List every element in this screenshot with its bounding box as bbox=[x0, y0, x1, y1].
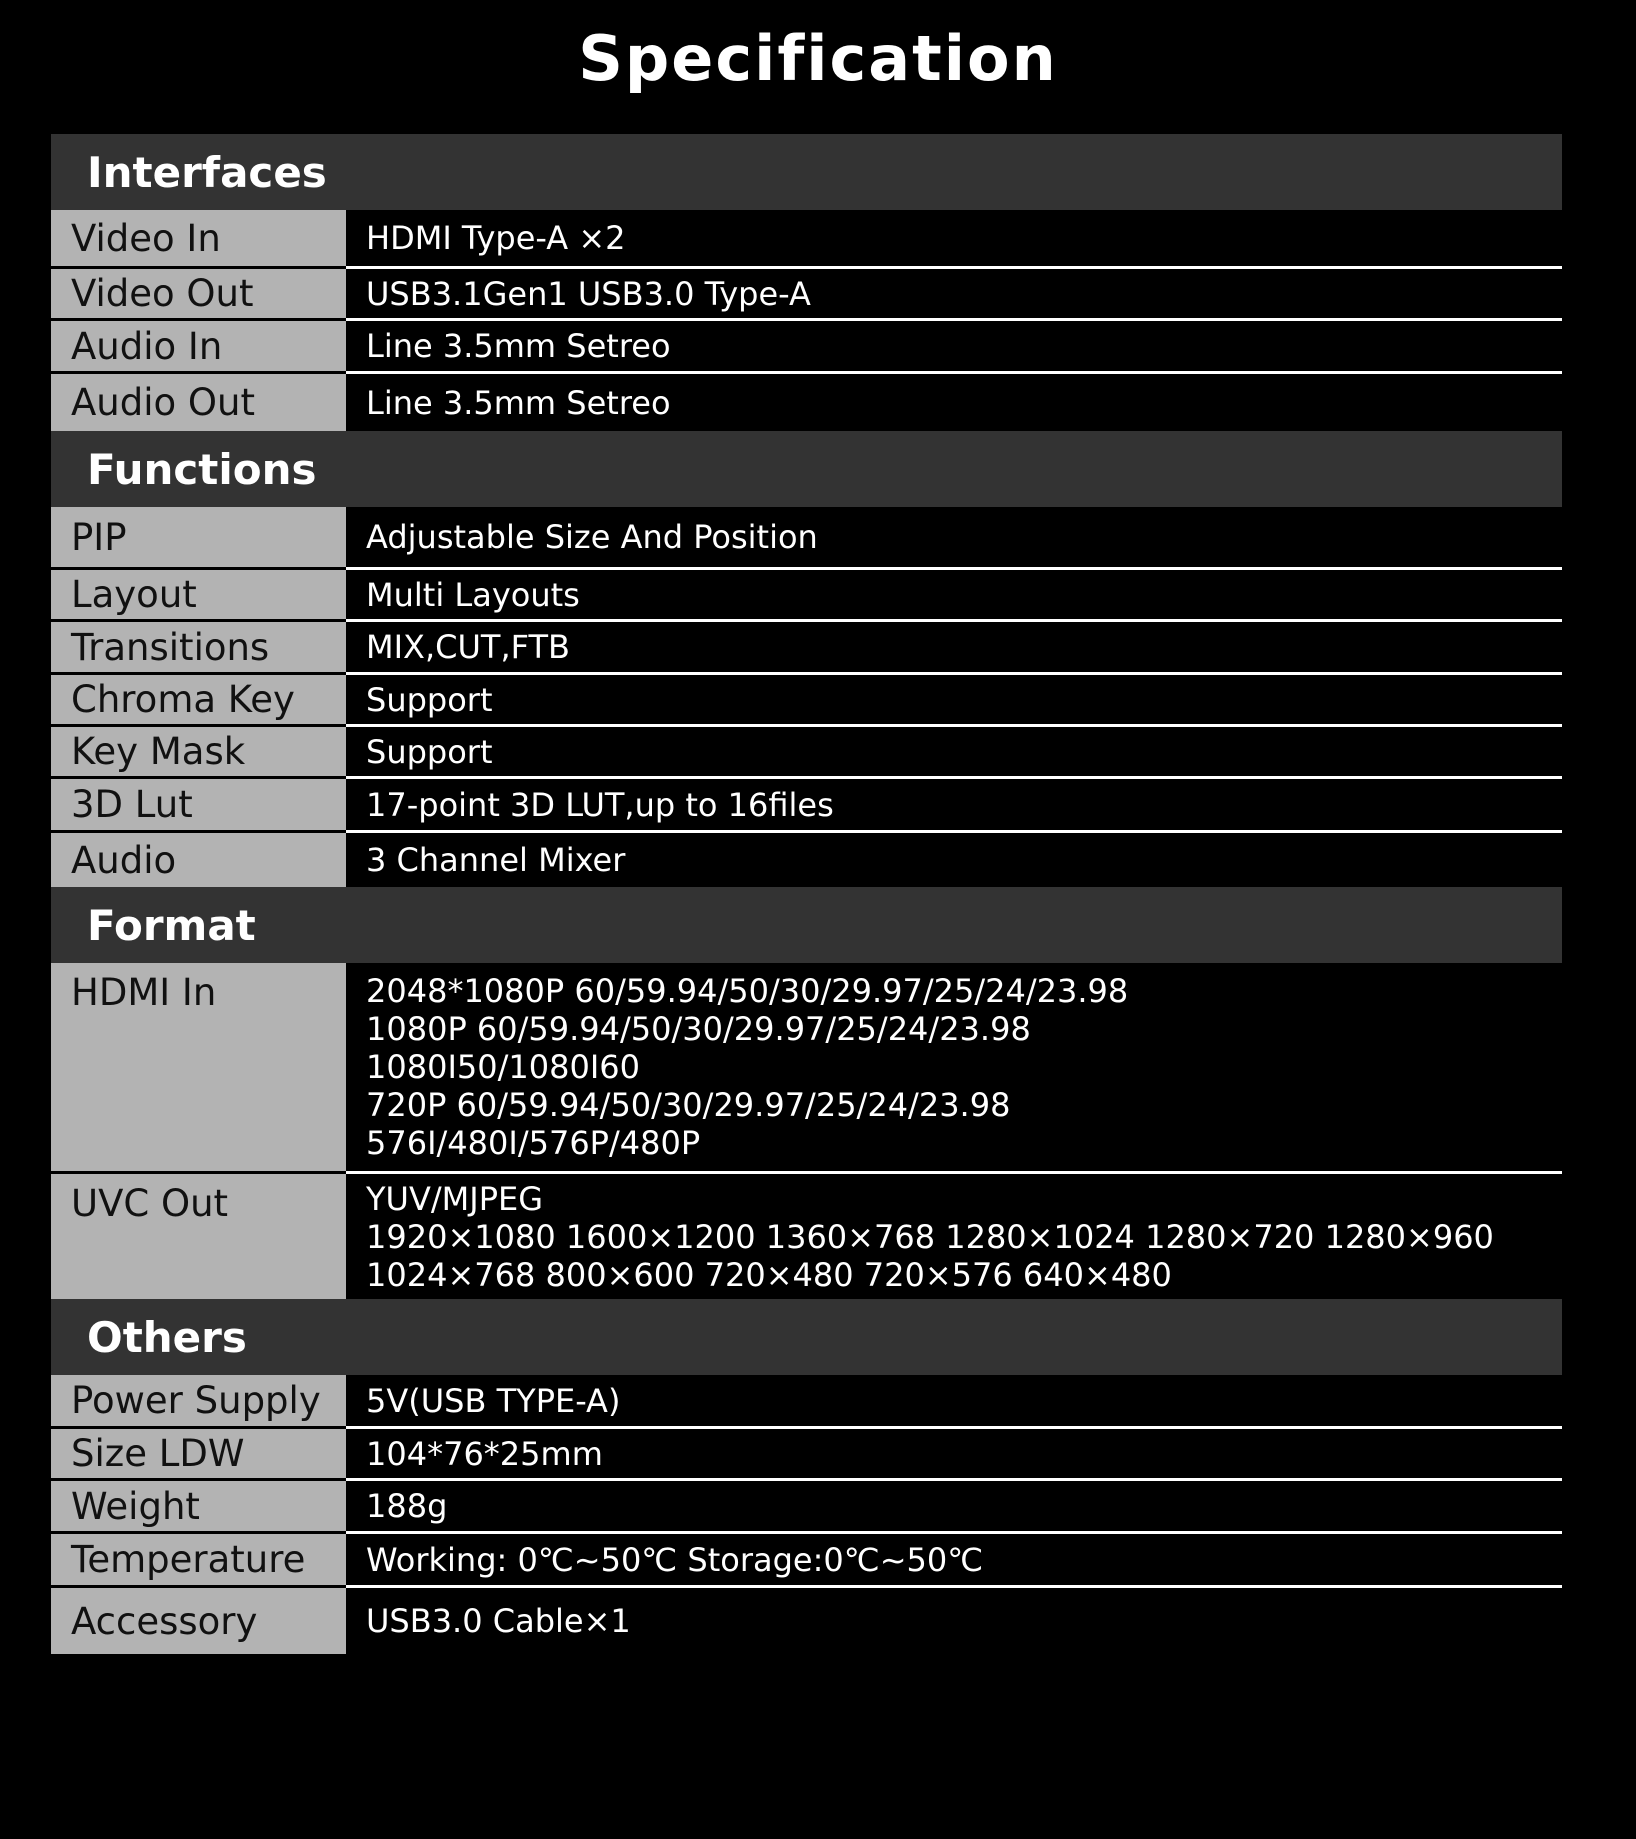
spec-label: Transitions bbox=[51, 622, 346, 675]
spec-value bbox=[346, 963, 1562, 1174]
spec-value bbox=[346, 1174, 1562, 1299]
spec-value: Line 3.5mm Setreo bbox=[346, 374, 1562, 431]
spec-row-chroma-key bbox=[51, 675, 1562, 727]
spec-value-line: YUV/MJPEG bbox=[366, 1179, 543, 1218]
spec-row-temperature bbox=[51, 1534, 1562, 1588]
spec-value: 17-point 3D LUT,up to 16files bbox=[346, 779, 1562, 833]
spec-row-video-out bbox=[51, 269, 1562, 321]
spec-row-3d-lut bbox=[51, 779, 1562, 833]
spec-row-accessory bbox=[51, 1588, 1562, 1654]
spec-value: 188g bbox=[346, 1481, 1562, 1534]
spec-value: HDMI Type-A ×2 bbox=[346, 210, 1562, 269]
spec-row-size bbox=[51, 1429, 1562, 1481]
spec-row-layout bbox=[51, 570, 1562, 622]
spec-value-line: 576I/480I/576P/480P bbox=[366, 1124, 701, 1162]
spec-row-pip bbox=[51, 507, 1562, 570]
spec-value-line: 1920×1080 1600×1200 1360×768 1280×1024 1280×720 1280×960 bbox=[366, 1217, 1494, 1256]
spec-row-key-mask bbox=[51, 727, 1562, 779]
spec-value: Adjustable Size And Position bbox=[346, 507, 1562, 570]
spec-row-uvc-out bbox=[51, 1174, 1562, 1299]
spec-value: Working: 0℃~50℃ Storage:0℃~50℃ bbox=[346, 1534, 1562, 1588]
spec-row-audio bbox=[51, 833, 1562, 887]
spec-row-weight bbox=[51, 1481, 1562, 1534]
page-title: Specification bbox=[578, 22, 1058, 95]
spec-label: Weight bbox=[51, 1481, 346, 1534]
spec-value: USB3.0 Cable×1 bbox=[346, 1588, 1562, 1654]
spec-label: Key Mask bbox=[51, 727, 346, 779]
spec-value: USB3.1Gen1 USB3.0 Type-A bbox=[346, 269, 1562, 321]
spec-table bbox=[51, 134, 1562, 1654]
spec-label: Layout bbox=[51, 570, 346, 622]
spec-label: Temperature bbox=[51, 1534, 346, 1588]
spec-value-line: 1080P 60/59.94/50/30/29.97/25/24/23.98 bbox=[366, 1010, 1031, 1048]
spec-row-video-in bbox=[51, 210, 1562, 269]
spec-label: Audio Out bbox=[51, 374, 346, 431]
spec-label: UVC Out bbox=[51, 1174, 346, 1299]
spec-value: 5V(USB TYPE-A) bbox=[346, 1375, 1562, 1429]
spec-label: Power Supply bbox=[51, 1375, 346, 1429]
spec-value-line: 2048*1080P 60/59.94/50/30/29.97/25/24/23.98 bbox=[366, 972, 1129, 1010]
spec-value-line: 1080I50/1080I60 bbox=[366, 1048, 640, 1086]
spec-row-audio-in bbox=[51, 321, 1562, 374]
spec-value-line: 720P 60/59.94/50/30/29.97/25/24/23.98 bbox=[366, 1086, 1011, 1124]
spec-label: PIP bbox=[51, 507, 346, 570]
spec-label: Accessory bbox=[51, 1588, 346, 1654]
spec-label: HDMI In bbox=[51, 963, 346, 1174]
section-header-format: Format bbox=[51, 887, 1562, 963]
spec-label: Chroma Key bbox=[51, 675, 346, 727]
section-header-others: Others bbox=[51, 1299, 1562, 1375]
spec-value: MIX,CUT,FTB bbox=[346, 622, 1562, 675]
spec-value: Support bbox=[346, 727, 1562, 779]
spec-value: Multi Layouts bbox=[346, 570, 1562, 622]
spec-label: 3D Lut bbox=[51, 779, 346, 833]
spec-label: Video In bbox=[51, 210, 346, 269]
spec-label: Audio In bbox=[51, 321, 346, 374]
spec-row-audio-out bbox=[51, 374, 1562, 431]
spec-value: Line 3.5mm Setreo bbox=[346, 321, 1562, 374]
section-header-interfaces: Interfaces bbox=[51, 134, 1562, 210]
spec-value: 3 Channel Mixer bbox=[346, 833, 1562, 887]
spec-value-line: 1024×768 800×600 720×480 720×576 640×480 bbox=[366, 1255, 1172, 1294]
spec-value: Support bbox=[346, 675, 1562, 727]
spec-label: Size LDW bbox=[51, 1429, 346, 1481]
spec-value: 104*76*25mm bbox=[346, 1429, 1562, 1481]
spec-row-transitions bbox=[51, 622, 1562, 675]
spec-label: Video Out bbox=[51, 269, 346, 321]
spec-row-power-supply bbox=[51, 1375, 1562, 1429]
spec-label: Audio bbox=[51, 833, 346, 887]
spec-row-hdmi-in bbox=[51, 963, 1562, 1174]
section-header-functions: Functions bbox=[51, 431, 1562, 507]
